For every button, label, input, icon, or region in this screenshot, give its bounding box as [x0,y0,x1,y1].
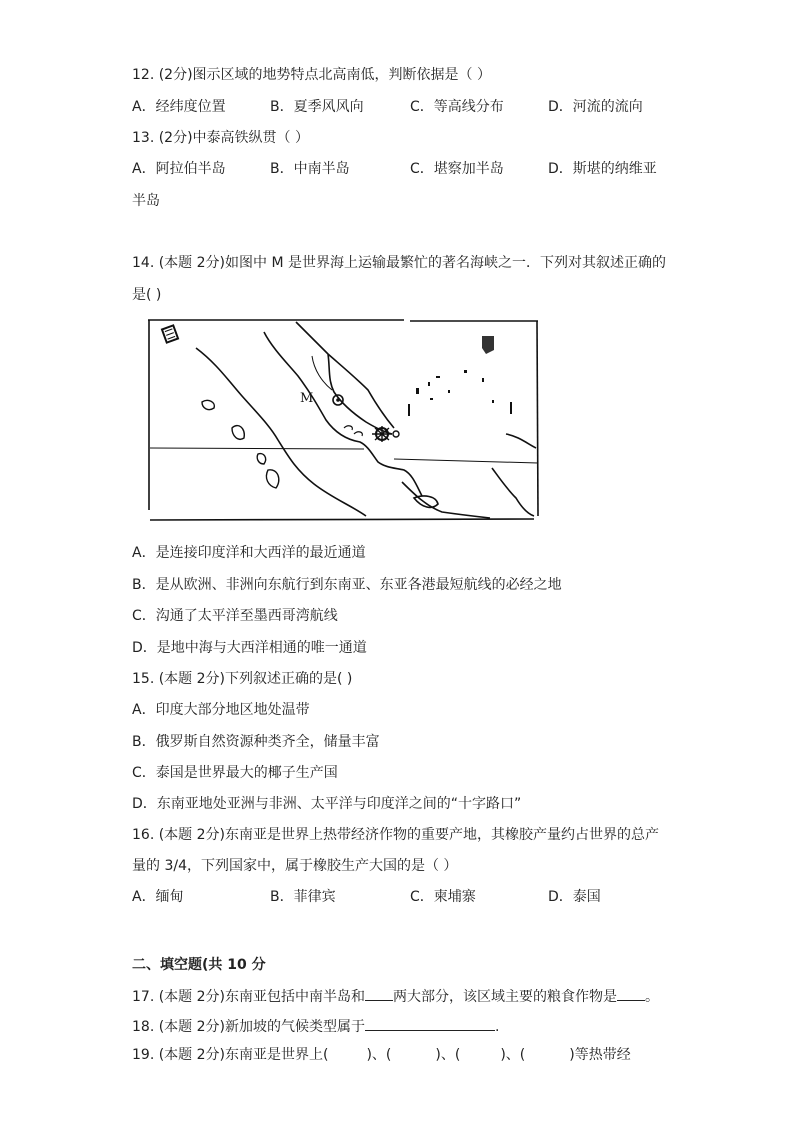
map-dot-6 [482,378,484,382]
q19-text-4: )、( [500,1047,526,1063]
map-malay-peninsula [296,322,394,434]
map-island-1 [202,400,214,409]
map-sumatra-coast [196,348,366,516]
q15-option-c[interactable]: C．泰国是世界最大的椰子生产国 [132,765,338,781]
q19 [132,1046,631,1064]
q14-option-d[interactable]: D．是地中海与大西洋相通的唯一通道 [132,640,367,656]
q19-text-1: 19. (本题 2分)东南亚是世界上( [132,1047,329,1063]
map-corner-mark-left [162,325,178,342]
q14-stem-line1: 14. (本题 2分)如图中 M 是世界海上运输最繁忙的著名海峡之一．下列对其叙述正确的 [132,255,666,271]
section-title-fill-in: 二、填空题(共 10 分 [132,957,266,973]
q14-option-a[interactable]: A．是连接印度洋和大西洋的最近通道 [132,545,366,561]
map-dot-3 [436,376,440,378]
q18-text-1: 18. (本题 2分)新加坡的气候类型属于 [132,1019,365,1035]
map-sumatra-east-coast [264,332,422,496]
map-latitude-line [150,448,538,463]
q13-option-d[interactable]: D．斯堪的纳维亚 [548,161,657,177]
map-strait-islet-2 [354,432,362,436]
map-singapore-mark [372,426,399,442]
map-mark-i1 [408,404,410,416]
q16-stem-line2: 量的 3/4，下列国家中，属于橡胶生产大国的是（ ） [132,858,458,874]
q13-option-b[interactable]: B．中南半岛 [270,161,350,177]
map-dot-1 [416,388,419,394]
map-corner-mark-right [482,336,494,354]
q15-option-d[interactable]: D．东南亚地处亚洲与非洲、太平洋与印度洋之间的“十字路口” [132,796,522,812]
q12-option-c[interactable]: C．等高线分布 [410,99,504,115]
map-strait-islet-1 [344,426,352,430]
q19-text-2: )、( [366,1047,392,1063]
q16-stem-line1: 16. (本题 2分)东南亚是世界上热带经济作物的重要产地，其橡胶产量约占世界的总产 [132,827,659,843]
strait-map [146,318,540,522]
q12-option-b[interactable]: B．夏季风风向 [270,99,364,115]
map-dot-2 [428,382,430,386]
q15-stem: 15. (本题 2分)下列叙述正确的是( ) [132,671,353,687]
map-mark-i2 [510,402,512,414]
q17-blank-1[interactable] [365,986,393,1001]
q12-option-d[interactable]: D．河流的流向 [548,99,643,115]
q13-stem: 13. (2分)中泰高铁纵贯（ ） [132,130,309,146]
q14-stem-line2: 是( ) [132,287,162,303]
q13-option-c[interactable]: C．堪察加半岛 [410,161,504,177]
map-dot-7 [492,400,494,403]
q17-text-3: 。 [645,989,659,1005]
q19-text-5: )等热带经 [569,1047,631,1063]
q14-option-b[interactable]: B．是从欧洲、非洲向东航行到东南亚、东亚各港最短航线的必经之地 [132,577,562,593]
q15-option-a[interactable]: A．印度大部分地区地处温带 [132,702,310,718]
q14-option-c[interactable]: C．沟通了太平洋至墨西哥湾航线 [132,608,338,624]
q16-option-b[interactable]: B．菲律宾 [270,889,336,905]
q19-text-3: )、( [435,1047,461,1063]
map-island-4 [266,470,278,488]
q18-text-2: . [495,1019,500,1035]
map-island-2 [232,426,244,440]
map-frame-top [148,320,538,321]
map-dot-8 [430,398,433,400]
q17-text-2: 两大部分，该区域主要的粮食作物是 [393,989,617,1005]
q18-blank-1[interactable] [365,1016,495,1031]
q17-text-1: 17. (本题 2分)东南亚包括中南半岛和 [132,989,365,1005]
map-frame-bottom [150,519,534,520]
map-dot-4 [448,390,450,393]
q17-blank-2[interactable] [617,986,645,1001]
map-frame-right [537,321,538,516]
q16-option-c[interactable]: C．柬埔寨 [410,889,476,905]
q16-option-a[interactable]: A．缅甸 [132,889,184,905]
map-label-m: M [300,391,314,406]
map-island-3 [257,454,265,464]
q16-option-d[interactable]: D．泰国 [548,889,601,905]
map-borneo-coast [492,434,536,516]
map-dot-5 [464,370,467,373]
q15-option-b[interactable]: B．俄罗斯自然资源种类齐全，储量丰富 [132,734,380,750]
q12-stem: 12. (2分)图示区域的地势特点北高南低，判断依据是（ ） [132,67,491,83]
q17 [132,986,659,1006]
q13-option-a[interactable]: A．阿拉伯半岛 [132,161,226,177]
q18 [132,1016,499,1036]
q13-option-d-continuation: 半岛 [132,193,160,209]
q12-option-a[interactable]: A．经纬度位置 [132,99,226,115]
